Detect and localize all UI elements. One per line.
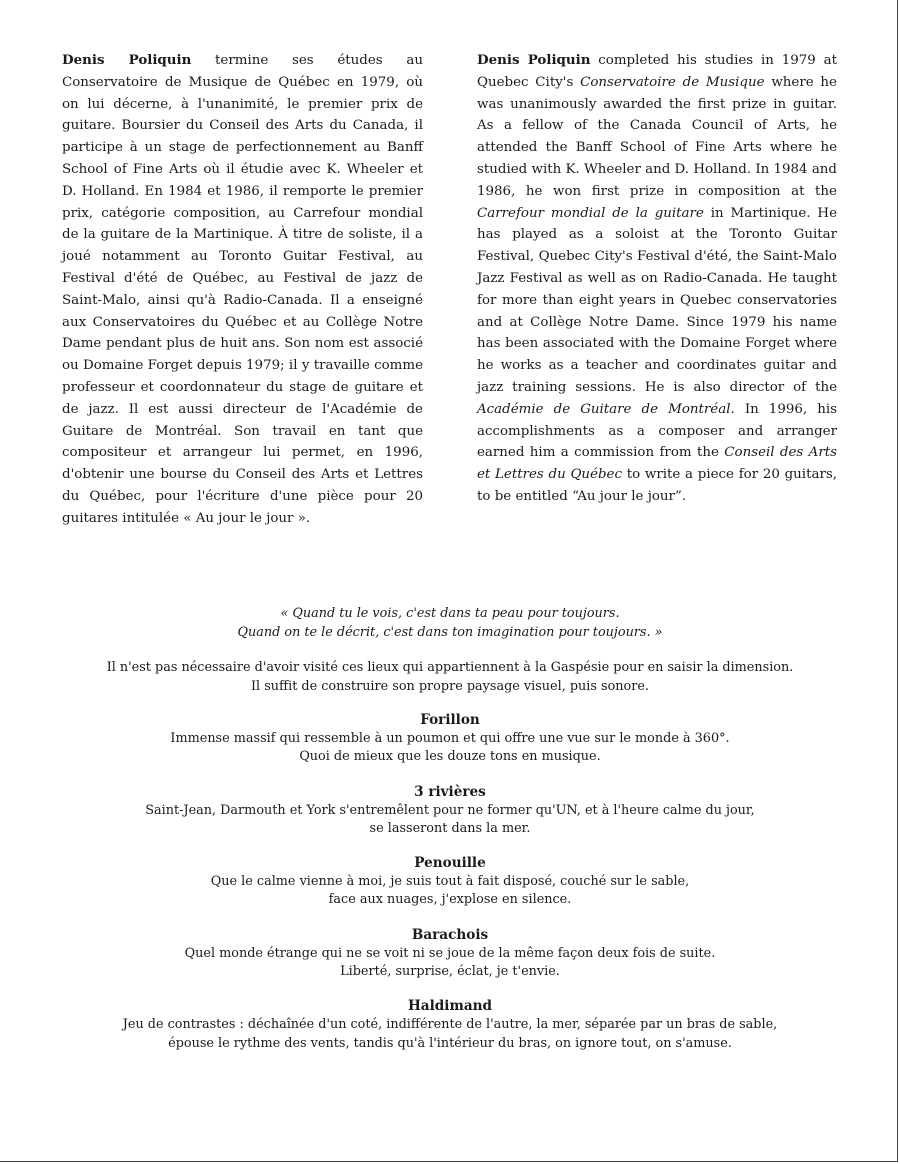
pieces-list: [40, 711, 860, 1069]
piece-forillon: [40, 711, 860, 767]
piece-3-rivieres: [40, 783, 860, 839]
piece-line-2: Liberté, surprise, éclat, je t'envie.: [340, 964, 560, 980]
bio-en-italic-1: Conservatoire de Musique: [580, 74, 765, 90]
piece-line-1: Jeu de contrastes : déchaînée d'un coté, indifférente de l'autre, la mer, séparée par un bras de sable,: [122, 1017, 778, 1033]
bio-en-text-4: . In 1996, his accomplishments as a composer and arranger earned him a commission from the: [477, 401, 837, 461]
bio-en-text-3: in Martinique. He has played as a soloist at the Toronto Guitar Festival, Quebec City's Festival d'été, the Saint-Malo Jazz Festival as well as on Radio-Canada. He taught for more than eight years in Quebec conservatories and at Collège Notre Dame. Since 1979 his name has been associated with the Domaine Forget where he works as a teacher and coordinates guitar and jazz training sessions. He is also director of the: [477, 205, 837, 395]
biography-english: [477, 50, 837, 508]
quote-line-1: « Quand tu le vois, c'est dans ta peau pour toujours.: [280, 606, 620, 621]
piece-barachois: [40, 926, 860, 982]
epigraph-quote: [40, 605, 860, 642]
intro-line-2: Il suffit de construire son propre paysage visuel, puis sonore.: [251, 678, 649, 694]
intro-line-1: Il n'est pas nécessaire d'avoir visité ces lieux qui appartiennent à la Gaspésie pour en saisir la dimension.: [106, 660, 794, 675]
piece-line-2: face aux nuages, j'explose en silence.: [328, 892, 572, 908]
bio-fr-name: Denis Poliquin: [62, 52, 192, 68]
bio-fr-text: termine ses études au Conservatoire de Musique de Québec en 1979, où on lui décerne, à l'unanimité, le premier prix de guitare. Boursier du Conseil des Arts du Canada, il participe à un stage de perfectionnement au Banff School of Fine Arts où il étudie avec K. Wheeler et D. Holland. En 1984 et 1986, il remporte le premier prix, catégorie composition, au Carrefour mondial de la guitare de la Martinique. À titre de soliste, il a joué notamment au Toronto Guitar Festival, au Festival d'été de Québec, au Festival de jazz de Saint-Malo, ainsi qu'à Radio-Canada. Il a enseigné aux Conservatoires du Québec et au Collège Notre Dame pendant plus de huit ans. Son nom est associé ou Domaine Forget depuis 1979; il y travaille comme professeur et coordonnateur du stage de guitare et de jazz. Il est aussi directeur de l'Académie de Guitare de Montréal. Son travail en tant que compositeur et arrangeur lui permet, en 1996, d'obtenir une bourse du Conseil des Arts et Lettres du Québec, pour l'écriture d'une pièce pour 20 guitares intitulée « Au jour le jour ».: [62, 53, 423, 526]
bio-en-italic-3: Académie de Guitare de Montréal: [477, 401, 731, 417]
piece-line-2: se lasseront dans la mer.: [369, 820, 531, 836]
piece-title: 3 rivières: [414, 783, 486, 800]
piece-title: Haldimand: [407, 998, 493, 1015]
bio-en-italic-4: Conseil des Arts et Lettres du Québec: [477, 445, 837, 483]
bio-en-text-1: completed his studies in 1979 at Quebec City's: [477, 53, 837, 90]
piece-penouille: [40, 854, 860, 910]
intro-paragraph: [30, 659, 870, 696]
piece-line-1: Saint-Jean, Darmouth et York s'entremêlent pour ne former qu'UN, et à l'heure calme du jour,: [145, 802, 755, 818]
bio-en-text-2: where he was unanimously awarded the first prize in guitar. As a fellow of the Canada Council of Arts, he attended the Banff School of Fine Arts where he studied with K. Wheeler and D. Holland. In 1984 and 1986, he won first prize in composition at the: [477, 74, 837, 199]
piece-title: Barachois: [411, 926, 489, 943]
biography-french: [62, 50, 423, 530]
piece-line-2: Quoi de mieux que les douze tons en musique.: [299, 749, 601, 765]
piece-line-1: Immense massif qui ressemble à un poumon et qui offre une vue sur le monde à 360°.: [170, 731, 730, 746]
bio-en-name: Denis Poliquin: [477, 52, 591, 68]
piece-title: Penouille: [414, 855, 486, 872]
quote-line-2: Quand on te le décrit, c'est dans ton imagination pour toujours. »: [237, 624, 663, 640]
bio-en-italic-2: Carrefour mondial de la guitare: [477, 205, 704, 221]
piece-line-2: épouse le rythme des vents, tandis qu'à l'intérieur du bras, on ignore tout, on s'amuse.: [168, 1035, 732, 1051]
piece-haldimand: [40, 997, 860, 1053]
piece-title: Forillon: [420, 712, 480, 728]
piece-line-1: Quel monde étrange qui ne se voit ni se joue de la même façon deux fois de suite.: [184, 945, 716, 961]
piece-line-1: Que le calme vienne à moi, je suis tout à fait disposé, couché sur le sable,: [210, 874, 690, 890]
bio-en-text-5: to write a piece for 20 guitars, to be entitled “Au jour le jour”.: [477, 467, 837, 504]
